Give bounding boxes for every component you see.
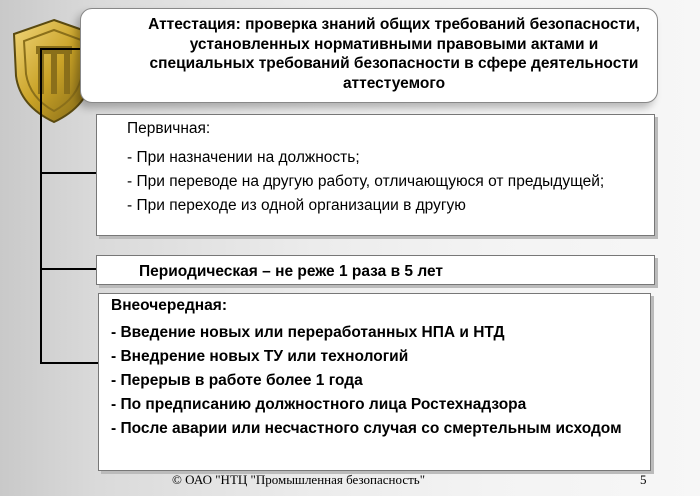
list-item: - Внедрение новых ТУ или технологий xyxy=(111,348,409,365)
list-item: - После аварии или несчастного случая со смертельным исходом xyxy=(111,420,622,437)
list-item: - Перерыв в работе более 1 года xyxy=(111,372,363,389)
title-text: Аттестация: проверка знаний общих требований безопасности, установленных нормативными правовыми актами и специальных требований безопасности в сфере деятельности аттестуемого xyxy=(148,16,640,92)
list-item: - При переводе на другую работу, отличающуюся от предыдущей; xyxy=(127,173,605,190)
list-item: - По предписанию должностного лица Ростехнадзора xyxy=(111,396,527,413)
periodic-label: Периодическая – не реже 1 раза в 5 лет xyxy=(139,263,444,280)
connector-periodic xyxy=(40,268,96,270)
list-item: - При назначении на должность; xyxy=(127,149,360,166)
extraordinary-box xyxy=(98,293,651,471)
primary-heading: Первичная: xyxy=(127,120,211,137)
connector-trunk xyxy=(40,48,42,363)
footer-copyright: © ОАО "НТЦ "Промышленная безопасность" xyxy=(172,472,426,487)
connector-primary xyxy=(40,172,96,174)
list-item: - Введение новых или переработанных НПА и НТД xyxy=(111,324,505,341)
extraordinary-heading: Внеочередная: xyxy=(111,297,227,314)
page-number: 5 xyxy=(640,472,647,487)
primary-box xyxy=(96,114,655,236)
connector-extraordinary xyxy=(40,362,98,364)
list-item: - При переходе из одной организации в другую xyxy=(127,197,466,214)
periodic-box xyxy=(96,255,655,285)
title-box xyxy=(80,8,658,103)
